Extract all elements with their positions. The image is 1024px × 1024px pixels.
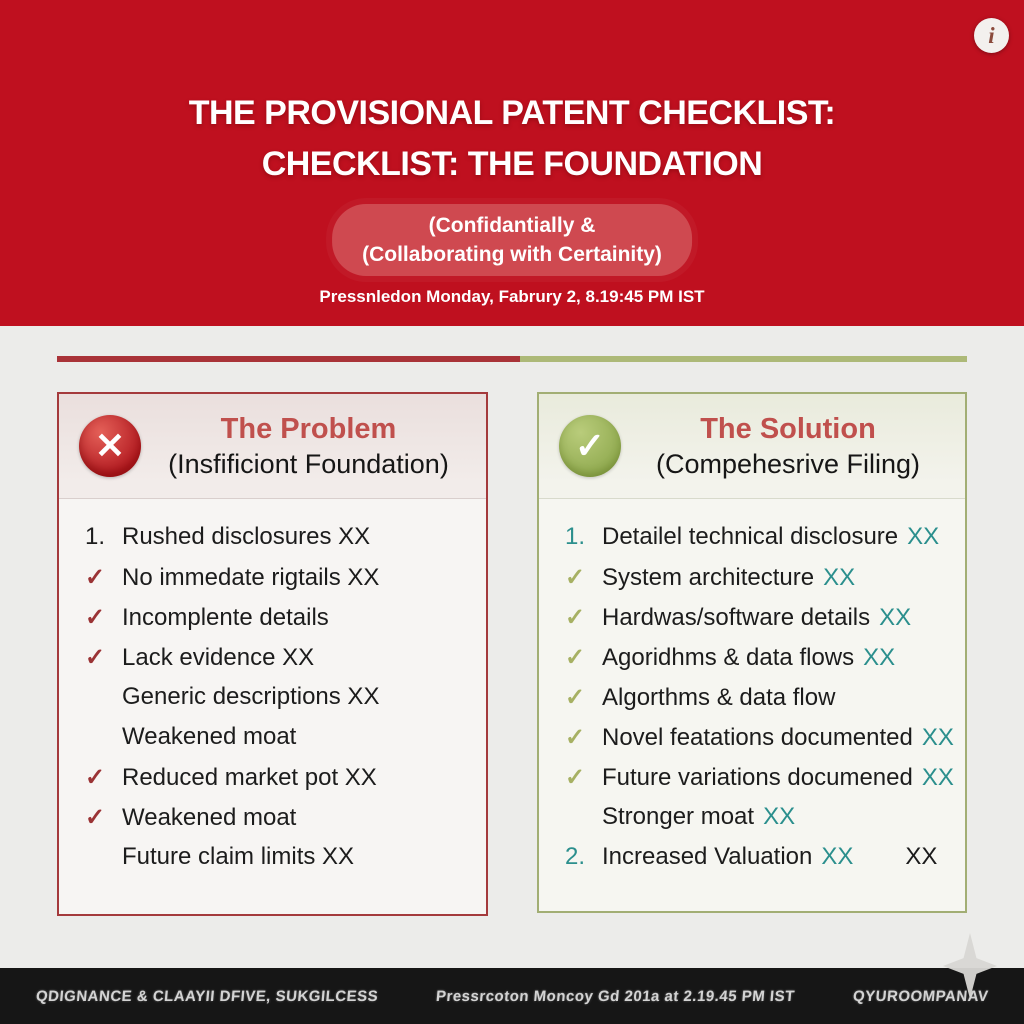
item-text: Stronger moat bbox=[602, 803, 755, 830]
list-item bbox=[565, 643, 959, 683]
xx-tag: XX bbox=[907, 523, 940, 550]
check-icon: ✓ bbox=[565, 604, 586, 631]
divider-left-segment bbox=[57, 356, 520, 362]
item-text: Rushed disclosures XX bbox=[122, 523, 371, 550]
check-badge-icon bbox=[559, 415, 621, 477]
info-icon[interactable] bbox=[974, 18, 1009, 53]
footer-bar bbox=[0, 968, 1024, 1024]
list-item bbox=[85, 843, 480, 883]
solution-card bbox=[537, 392, 967, 913]
list-item bbox=[565, 683, 959, 723]
problem-head-text bbox=[141, 413, 486, 480]
item-text: Increased Valuation bbox=[602, 843, 813, 870]
xx-tag: XX bbox=[879, 604, 912, 631]
xx-tag: XX bbox=[921, 724, 954, 751]
check-icon: ✓ bbox=[85, 804, 106, 831]
info-icon-glyph: i bbox=[988, 22, 995, 48]
list-item bbox=[565, 563, 959, 603]
check-icon: ✓ bbox=[85, 764, 106, 791]
solution-list bbox=[539, 499, 965, 883]
list-item bbox=[565, 723, 959, 763]
xx-tag: XX bbox=[921, 764, 954, 791]
footer-left-text: QDIGNANCE & CLAAYII DFIVE, SUKGILCESS bbox=[35, 987, 379, 1005]
divider-bar bbox=[57, 356, 967, 362]
x-badge-icon bbox=[79, 415, 141, 477]
list-item bbox=[565, 763, 959, 803]
check-icon: ✓ bbox=[565, 644, 586, 671]
number-marker: 2. bbox=[565, 843, 586, 870]
item-text: Agoridhms & data flows bbox=[602, 644, 855, 671]
xx-tag: XX bbox=[821, 843, 854, 870]
xx-tag: XX bbox=[763, 803, 796, 830]
footer-right-text: QYUROOMPANAV bbox=[851, 987, 989, 1005]
item-text: Reduced market pot XX bbox=[122, 764, 377, 791]
list-item bbox=[85, 763, 480, 803]
check-icon: ✓ bbox=[565, 684, 586, 711]
list-item bbox=[85, 803, 480, 843]
xx-tag: XX bbox=[823, 564, 856, 591]
item-text: Weakened moat bbox=[122, 723, 297, 750]
item-text: Generic descriptions XX bbox=[122, 683, 380, 710]
number-marker: 1. bbox=[85, 523, 106, 550]
problem-card-header bbox=[59, 394, 486, 499]
check-icon: ✓ bbox=[85, 644, 106, 671]
item-text: Future variations documened bbox=[602, 764, 913, 791]
x-glyph: ✕ bbox=[94, 425, 126, 466]
footer-center-text: Pressrcoton Moncoy Gd 201a at 2.19.45 PM IST bbox=[435, 987, 796, 1005]
title-line-1: THE PROVISIONAL PATENT CHECKLIST: bbox=[188, 94, 836, 132]
solution-card-header bbox=[539, 394, 965, 499]
solution-head-text bbox=[621, 413, 965, 480]
list-item bbox=[565, 603, 959, 643]
number-marker: 1. bbox=[565, 523, 586, 550]
list-item bbox=[85, 523, 480, 563]
xx-tag: XX bbox=[863, 644, 896, 671]
item-text: Weakened moat bbox=[122, 804, 297, 831]
list-item bbox=[85, 603, 480, 643]
subtitle-pill bbox=[332, 204, 692, 276]
list-item bbox=[85, 723, 480, 763]
list-item bbox=[565, 843, 959, 883]
check-icon: ✓ bbox=[85, 564, 106, 591]
check-icon: ✓ bbox=[565, 764, 586, 791]
title-line-2: CHECKLIST: THE FOUNDATION bbox=[261, 145, 763, 183]
problem-title: The Problem bbox=[220, 412, 397, 445]
check-icon: ✓ bbox=[565, 564, 586, 591]
solution-subtitle: (Compehesrive Filing) bbox=[655, 448, 921, 479]
header-banner bbox=[0, 0, 1024, 326]
check-icon: ✓ bbox=[565, 724, 586, 751]
list-item bbox=[565, 523, 959, 563]
divider-right-segment bbox=[520, 356, 967, 362]
presented-dateline: Pressnledon Monday, Fabrury 2, 8.19:45 PM IST bbox=[319, 287, 705, 306]
subtitle-line-2: (Collaborating with Certainity) bbox=[362, 243, 662, 266]
page-title bbox=[0, 88, 1024, 190]
item-text: System architecture bbox=[602, 564, 815, 591]
item-text: Novel featations documented bbox=[602, 724, 913, 751]
item-text: Detailel technical disclosure bbox=[602, 523, 899, 550]
check-glyph: ✓ bbox=[574, 425, 606, 466]
list-item bbox=[85, 563, 480, 603]
subtitle-line-1: (Confidantially & bbox=[428, 214, 596, 237]
xx-tag-secondary: XX bbox=[905, 843, 938, 870]
list-item bbox=[85, 643, 480, 683]
item-text: Hardwas/software details bbox=[602, 604, 871, 631]
problem-subtitle: (Insfificiont Foundation) bbox=[168, 448, 449, 479]
list-item bbox=[565, 803, 959, 843]
list-item bbox=[85, 683, 480, 723]
solution-title: The Solution bbox=[700, 412, 876, 445]
item-text: Future claim limits XX bbox=[122, 843, 355, 870]
check-icon: ✓ bbox=[85, 604, 106, 631]
problem-list bbox=[59, 499, 486, 883]
item-text: Lack evidence XX bbox=[122, 644, 315, 671]
item-text: Algorthms & data flow bbox=[602, 684, 836, 711]
problem-card bbox=[57, 392, 488, 916]
item-text: Incomplente details bbox=[122, 604, 329, 631]
item-text: No immedate rigtails XX bbox=[122, 564, 380, 591]
